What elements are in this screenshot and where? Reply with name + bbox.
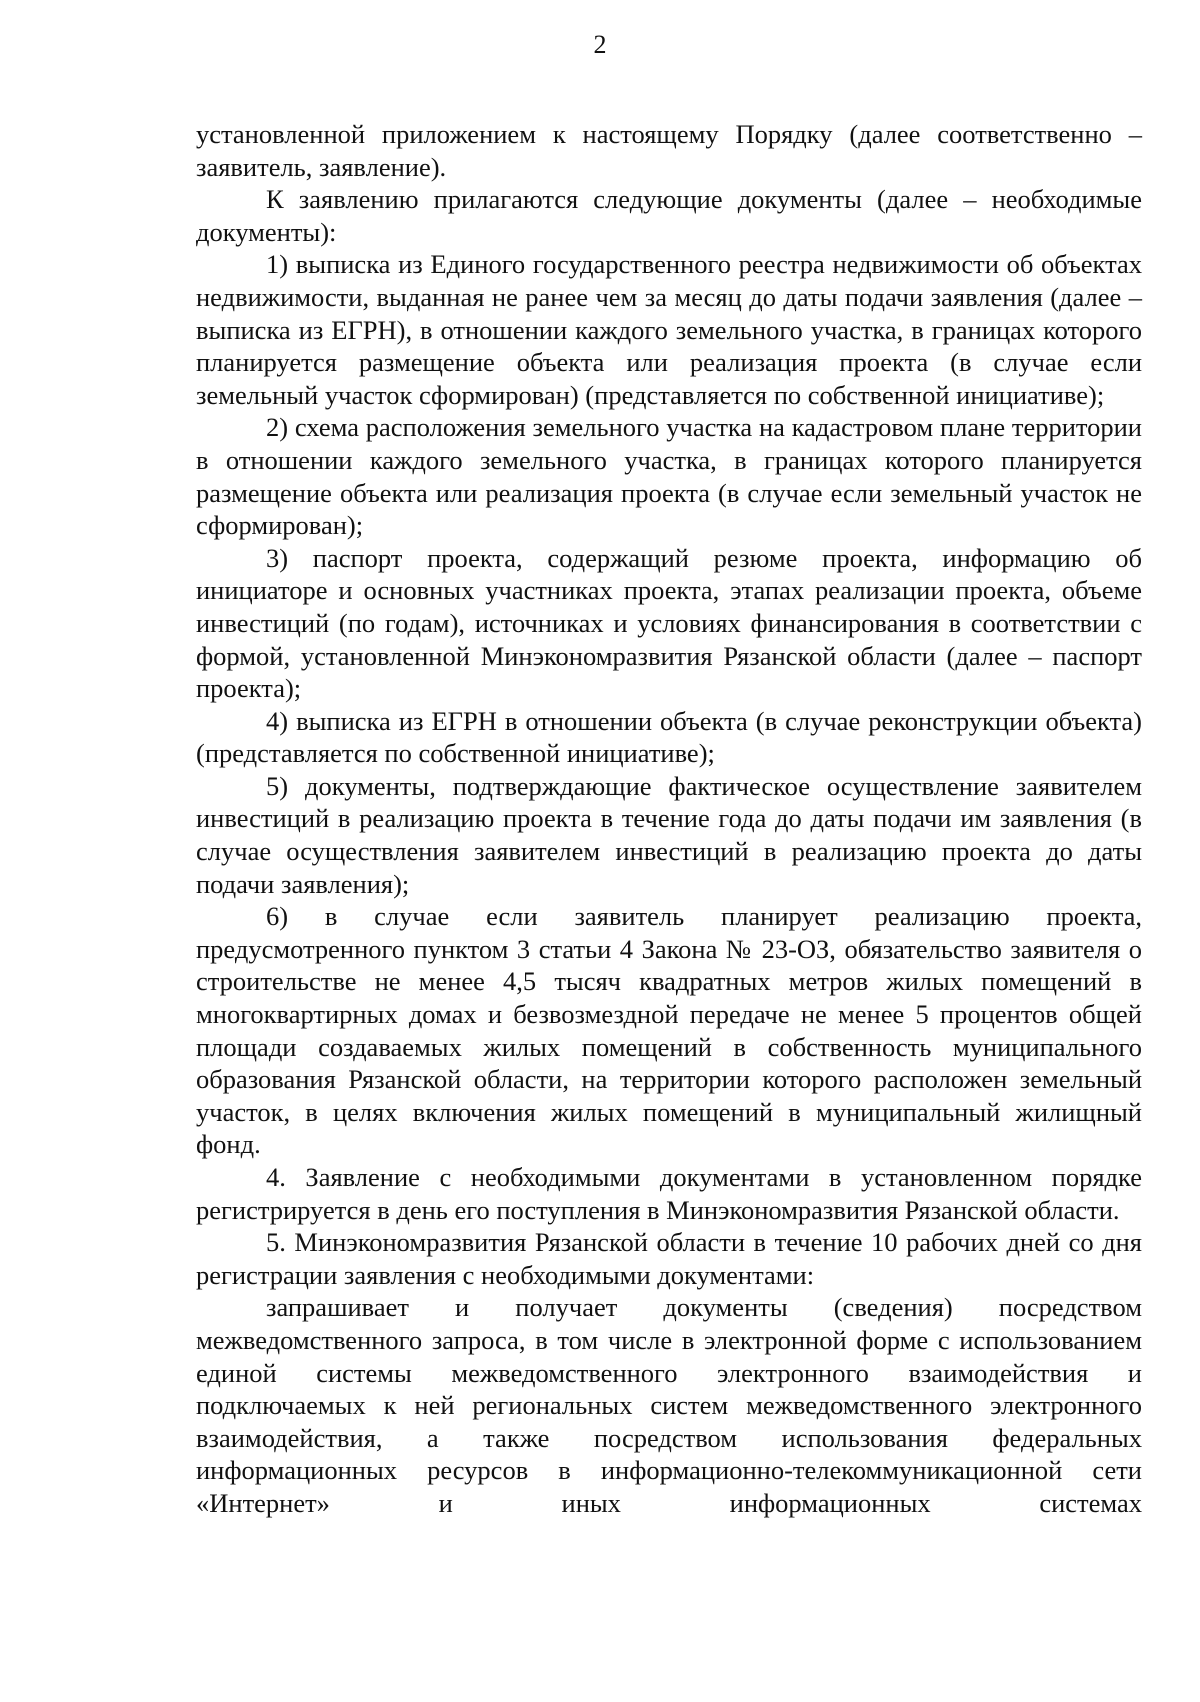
page-number: 2 xyxy=(593,30,607,59)
paragraph-item-3: 3) паспорт проекта, содержащий резюме проекта, информацию об инициаторе и основных участниках проекта, этапах реализации проекта, объеме инвестиций (по годам), источниках и условиях финансирования в соответствии с формой, установленной Минэкономразвития Рязанской области (далее – паспорт проекта); xyxy=(196,542,1142,704)
paragraph-section-4: 4. Заявление с необходимыми документами в установленном порядке регистрируется в день его поступления в Минэкономразвития Рязанской области. xyxy=(196,1162,1142,1225)
paragraph-item-5: 5) документы, подтверждающие фактическое осуществление заявителем инвестиций в реализацию проекта в течение года до даты подачи им заявления (в случае осуществления заявителем инвестиций в реализацию проекта до даты подачи заявления); xyxy=(196,770,1142,899)
paragraph-section-5: 5. Минэкономразвития Рязанской области в течение 10 рабочих дней со дня регистрации заявления с необходимыми документами: xyxy=(196,1227,1142,1290)
paragraph-request-documents: запрашивает и получает документы (сведения) посредством межведомственного запроса, в том числе в электронной форме с использованием единой системы межведомственного электронного взаимодействия и подключаемых к ней региональных систем межведомственного электронного взаимодействия, а также посредством использования федеральных информационных ресурсов в информационно-телекоммуникационной сети «Интернет» и иных информационных системах xyxy=(196,1292,1142,1518)
paragraph-item-1: 1) выписка из Единого государственного реестра недвижимости об объектах недвижимости, выданная не ранее чем за месяц до даты подачи заявления (далее – выписка из ЕГРН), в отношении каждого земельного участка, в границах которого планируется размещение объекта или реализация проекта (в случае если земельный участок сформирован) (представляется по собственной инициативе); xyxy=(196,249,1142,410)
paragraph-item-2: 2) схема расположения земельного участка на кадастровом плане территории в отношении каждого земельного участка, в границах которого планируется размещение объекта или реализация проекта (в случае если земельный участок не сформирован); xyxy=(196,412,1142,541)
paragraph-intro-continuation: установленной приложением к настоящему Порядку (далее соответственно – заявитель, заявление). xyxy=(196,119,1142,182)
document-body xyxy=(196,118,1142,1520)
paragraph-item-6: 6) в случае если заявитель планирует реализацию проекта, предусмотренного пунктом 3 статьи 4 Закона № 23-ОЗ, обязательство заявителя о строительстве не менее 4,5 тысяч квадратных метров жилых помещений в многоквартирных домах и безвозмездной передаче не менее 5 процентов общей площади создаваемых жилых помещений в собственность муниципального образования Рязанской области, на территории которого расположен земельный участок, в целях включения жилых помещений в муниципальный жилищный фонд. xyxy=(196,901,1142,1160)
paragraph-documents-list-intro: К заявлению прилагаются следующие документы (далее – необходимые документы): xyxy=(196,184,1142,247)
paragraph-item-4: 4) выписка из ЕГРН в отношении объекта (в случае реконструкции объекта) (представляется по собственной инициативе); xyxy=(196,705,1142,769)
